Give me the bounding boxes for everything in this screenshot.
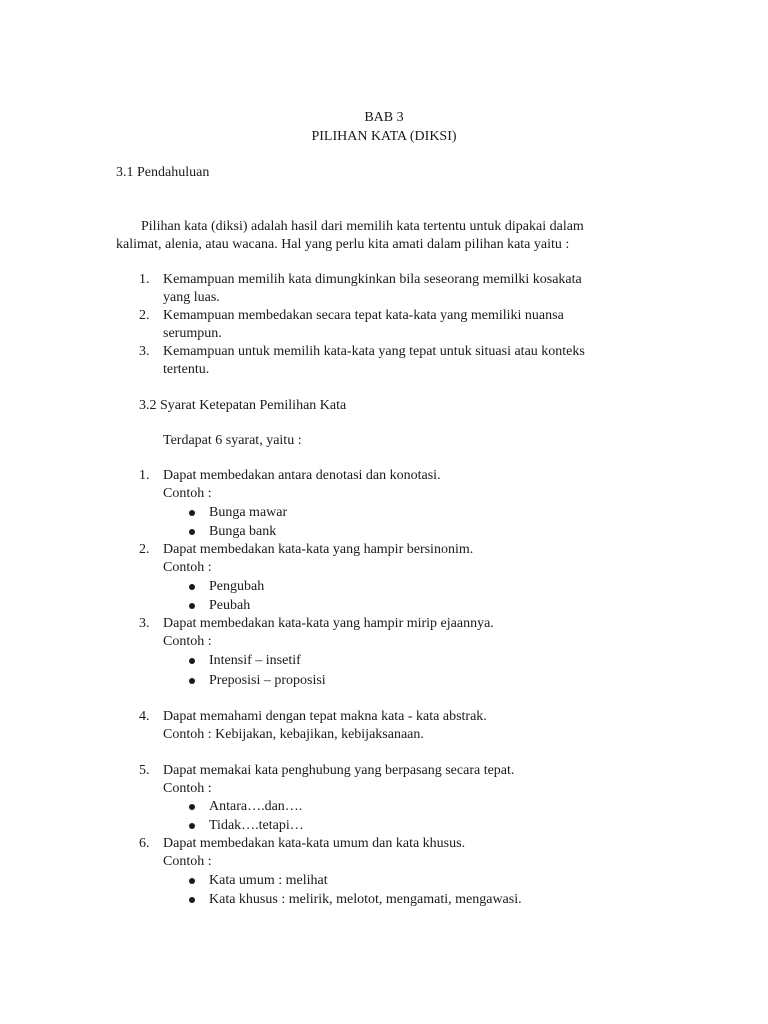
- bullet-icon: [189, 804, 195, 810]
- example-item: Antara….dan….: [209, 799, 303, 814]
- list-item-text: Kemampuan untuk memilih kata-kata yang tepat untuk situasi atau konteks: [163, 344, 585, 359]
- list-number: 3.: [139, 344, 150, 359]
- list-item-text: Dapat membedakan kata-kata yang hampir bersinonim.: [163, 542, 474, 557]
- bullet-icon: [189, 878, 195, 884]
- chapter-label: BAB 3: [364, 110, 404, 125]
- bullet-icon: [189, 603, 195, 609]
- list-item-text: Dapat membedakan kata-kata yang hampir mirip ejaannya.: [163, 616, 494, 631]
- list-number: 1.: [139, 272, 150, 287]
- intro-paragraph-line-1: Pilihan kata (diksi) adalah hasil dari memilih kata tertentu untuk dipakai dalam: [141, 219, 584, 234]
- contoh-label: Contoh :: [163, 634, 212, 649]
- example-item: Intensif – insetif: [209, 653, 301, 668]
- section2-intro: Terdapat 6 syarat, yaitu :: [163, 433, 302, 448]
- contoh-label: Contoh :: [163, 560, 212, 575]
- example-item: Pengubah: [209, 579, 265, 594]
- list-item-text: Dapat memahami dengan tepat makna kata - kata abstrak.: [163, 709, 487, 724]
- list-number: 1.: [139, 468, 150, 483]
- contoh-label: Contoh :: [163, 486, 212, 501]
- bullet-icon: [189, 584, 195, 590]
- list-item-text-continued: tertentu.: [163, 362, 210, 377]
- bullet-icon: [189, 823, 195, 829]
- list-item-text: Kemampuan memilih kata dimungkinkan bila seseorang memilki kosakata: [163, 272, 582, 287]
- section-heading-3-2: 3.2 Syarat Ketepatan Pemilihan Kata: [139, 398, 347, 413]
- list-item-text-continued: yang luas.: [163, 290, 220, 305]
- example-item: Kata khusus : melirik, melotot, mengamati, mengawasi.: [209, 892, 522, 907]
- intro-paragraph-line-2: kalimat, alenia, atau wacana. Hal yang perlu kita amati dalam pilihan kata yaitu :: [116, 237, 570, 252]
- list-number: 3.: [139, 616, 150, 631]
- list-item-text: Dapat membedakan kata-kata umum dan kata khusus.: [163, 836, 466, 851]
- list-number: 4.: [139, 709, 150, 724]
- list-number: 2.: [139, 542, 150, 557]
- example-item: Preposisi – proposisi: [209, 673, 326, 688]
- section-heading-3-1: 3.1 Pendahuluan: [116, 165, 210, 180]
- example-item: Peubah: [209, 598, 251, 613]
- contoh-label: Contoh :: [163, 781, 212, 796]
- list-number: 5.: [139, 763, 150, 778]
- example-item: Bunga mawar: [209, 505, 288, 520]
- list-item-text: Dapat memakai kata penghubung yang berpasang secara tepat.: [163, 763, 515, 778]
- bullet-icon: [189, 897, 195, 903]
- list-number: 6.: [139, 836, 150, 851]
- contoh-label: Contoh : Kebijakan, kebajikan, kebijaksanaan.: [163, 727, 424, 742]
- list-item-text: Dapat membedakan antara denotasi dan konotasi.: [163, 468, 441, 483]
- bullet-icon: [189, 658, 195, 664]
- bullet-icon: [189, 678, 195, 684]
- contoh-label: Contoh :: [163, 854, 212, 869]
- list-item-text: Kemampuan membedakan secara tepat kata-kata yang memiliki nuansa: [163, 308, 564, 323]
- bullet-icon: [189, 529, 195, 535]
- chapter-title: PILIHAN KATA (DIKSI): [311, 129, 457, 144]
- example-item: Kata umum : melihat: [209, 873, 328, 888]
- list-number: 2.: [139, 308, 150, 323]
- list-item-text-continued: serumpun.: [163, 326, 222, 341]
- example-item: Bunga bank: [209, 524, 277, 539]
- example-item: Tidak….tetapi…: [209, 818, 304, 833]
- bullet-icon: [189, 510, 195, 516]
